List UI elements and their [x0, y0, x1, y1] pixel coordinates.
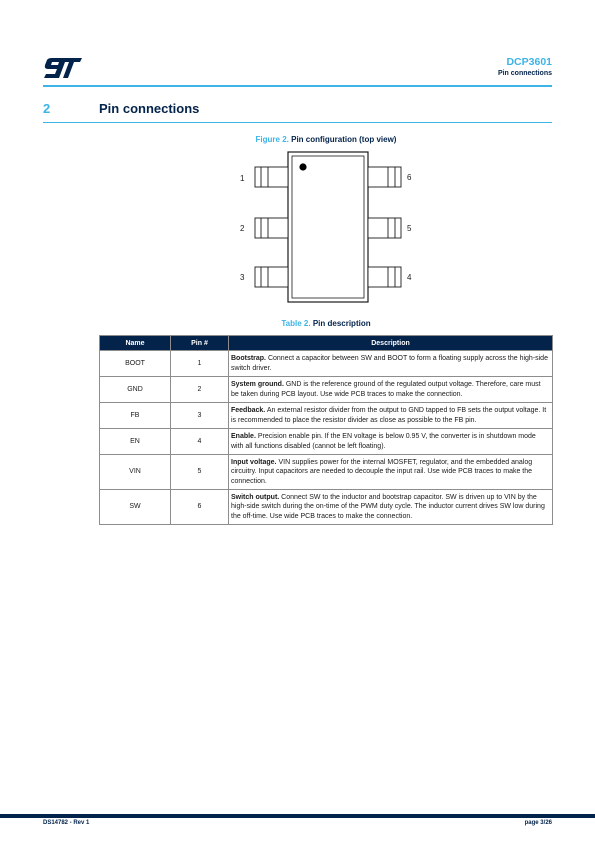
pin1-marker: [299, 163, 306, 170]
right-pin-5: [368, 218, 401, 238]
column-header-pin: Pin #: [171, 336, 229, 351]
description-text: Precision enable pin. If the EN voltage is below 0.95 V, the converter is in shutdown mode with all functions disabled (cannot be left floating).: [231, 433, 536, 450]
section-divider: [43, 122, 552, 123]
left-pin-1: [255, 167, 288, 187]
description-text: Connect SW to the inductor and bootstrap capacitor. SW is driven up to VIN by the high-side switch during the on-time of the PWM duty cycle. The inductor current drives SW low during the off-time. Use wide PCB traces to make the connection.: [231, 493, 545, 520]
column-header-description: Description: [229, 336, 553, 351]
pin-description-cell: [229, 429, 553, 455]
pin-number-label: 1: [240, 174, 245, 183]
description-term: Feedback.: [231, 407, 266, 414]
right-pin-4: [368, 267, 401, 287]
pin-description-cell: [229, 377, 553, 403]
description-term: Switch output.: [231, 493, 280, 501]
document-code: DCP3601: [506, 56, 552, 68]
column-header-name: Name: [100, 336, 171, 351]
pin-name-cell: SW: [100, 490, 171, 525]
figure-caption: [0, 135, 595, 144]
pin-name-cell: EN: [100, 429, 171, 455]
header-section-name: Pin connections: [497, 70, 552, 77]
footer-band: [0, 814, 595, 818]
section-title: Pin connections: [99, 101, 200, 116]
pin-description-cell: [229, 403, 553, 429]
description-text: An external resistor divider from the output to GND tapped to FB sets the output voltage. It is recommended to place the resistor divider as close as possible to the FB pin.: [231, 407, 547, 424]
pin-number-cell: 6: [171, 490, 229, 525]
left-pin-3: [255, 267, 288, 287]
pin-name-cell: GND: [100, 377, 171, 403]
pin-name-cell: VIN: [100, 455, 171, 490]
pin-configuration-diagram: [230, 150, 420, 305]
pin-number-cell: 2: [171, 377, 229, 403]
pin-name-cell: BOOT: [100, 351, 171, 377]
description-term: Input voltage.: [231, 458, 277, 466]
pin-description-cell: [229, 490, 553, 525]
table-row: [100, 429, 553, 455]
description-term: Bootstrap.: [231, 355, 266, 362]
pin-number-cell: 3: [171, 403, 229, 429]
table-row: [100, 490, 553, 525]
table-header-row: [100, 336, 553, 351]
table-label: Table 2.: [281, 319, 311, 328]
figure-title: Pin configuration (top view): [291, 135, 397, 144]
figure-label: Figure 2.: [255, 135, 289, 144]
section-number: 2: [43, 101, 51, 116]
table-row: [100, 455, 553, 490]
table-row: [100, 403, 553, 429]
pin-name-cell: FB: [100, 403, 171, 429]
footer-page-number: page 3/26: [524, 820, 552, 826]
pin-number-cell: 1: [171, 351, 229, 377]
left-pin-2: [255, 218, 288, 238]
description-text: Connect a capacitor between SW and BOOT to form a floating supply across the high-side switch driver.: [231, 355, 548, 372]
right-pin-6: [368, 167, 401, 187]
table-row: [100, 351, 553, 377]
description-term: System ground.: [231, 381, 284, 388]
description-term: Enable.: [231, 433, 256, 440]
st-logo-icon: [43, 57, 83, 79]
pin-number-cell: 4: [171, 429, 229, 455]
description-text: VIN supplies power for the internal MOSFET, regulator, and the embedded analog circuitry. Input capacitors are needed to decouple the input rail. Use wide PCB traces to make the connection.: [231, 458, 533, 485]
pin-description-table: [99, 335, 553, 525]
table-title: Pin description: [312, 319, 371, 328]
pin-number-label: 4: [407, 273, 412, 282]
pin-description-cell: [229, 455, 553, 490]
footer-document-revision: DS14782 - Rev 1: [43, 820, 90, 826]
package-outline: [288, 152, 368, 302]
header-divider: [43, 85, 552, 87]
table-row: [100, 377, 553, 403]
description-text: GND is the reference ground of the regulated output voltage. Therefore, care must be taken during PCB layout. Use wide PCB traces to make the connection.: [231, 381, 541, 398]
pin-number-label: 6: [407, 173, 412, 182]
table-caption: [0, 319, 595, 328]
pin-number-cell: 5: [171, 455, 229, 490]
pin-number-label: 3: [240, 273, 245, 282]
pin-number-label: 5: [407, 224, 412, 233]
pin-number-label: 2: [240, 224, 245, 233]
pin-description-cell: [229, 351, 553, 377]
